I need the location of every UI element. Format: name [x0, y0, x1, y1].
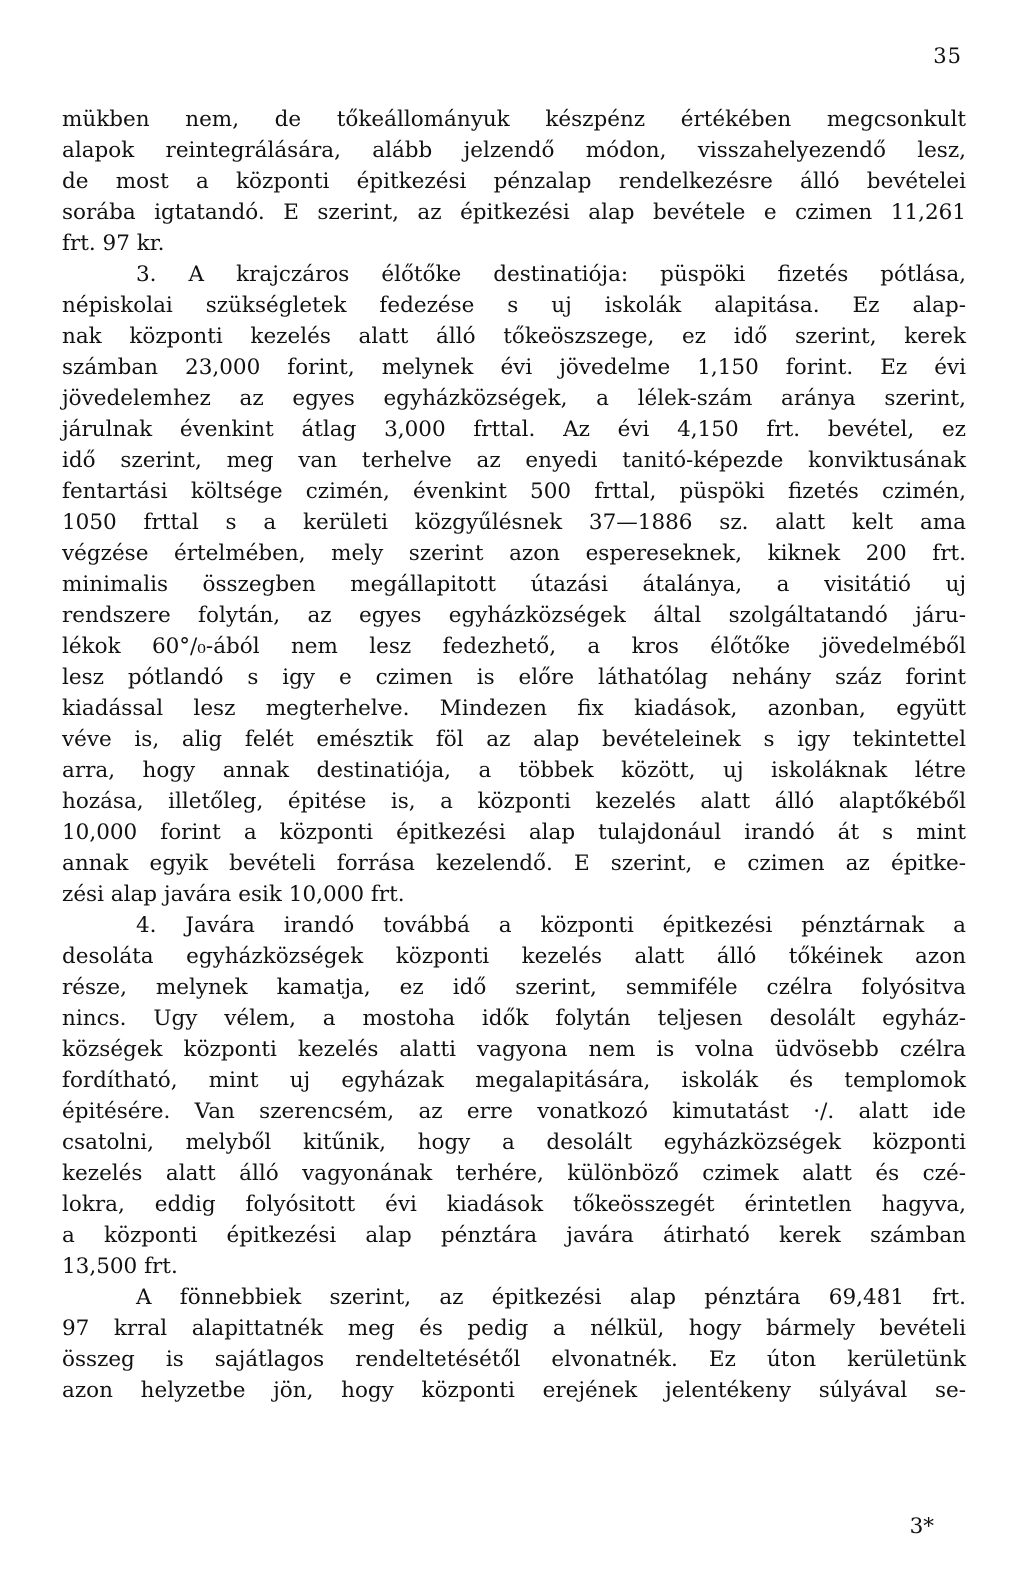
text-line: alapok reintegrálására, alább jelzendő módon, visszahelyezendő lesz, — [62, 138, 966, 163]
text-line: minimalis összegben megállapitott útazási átalánya, a visitátió uj — [62, 572, 966, 597]
text-line: frt. 97 kr. — [62, 231, 165, 256]
text-line: rendszere folytán, az egyes egyházközségek által szolgáltatandó járu- — [62, 603, 966, 628]
text-line: fentartási költsége czimén, évenkint 500 frttal, püspöki fizetés czimén, — [62, 479, 966, 504]
text-line: A fönnebbiek szerint, az épitkezési alap pénztára 69,481 frt. — [136, 1285, 966, 1310]
text-line: népiskolai szükségletek fedezése s uj iskolák alapitása. Ez alap- — [62, 293, 966, 318]
text-line: véve is, alig felét emésztik föl az alap bevételeinek s igy tekintettel — [62, 727, 966, 752]
text-line: jövedelemhez az egyes egyházközségek, a lélek-szám aránya szerint, — [62, 386, 966, 411]
text-line: 1050 frttal s a kerületi közgyűlésnek 37—1886 sz. alatt kelt ama — [62, 510, 966, 535]
text-line: végzése értelmében, mely szerint azon espereseknek, kiknek 200 frt. — [62, 541, 966, 566]
text-line: lékok 60°/₀-ából nem lesz fedezhető, a kros élőtőke jövedelméből — [62, 634, 966, 659]
text-line: lokra, eddig folyósitott évi kiadások tőkeösszegét érintetlen hagyva, — [62, 1192, 966, 1217]
text-line: sorába igtatandó. E szerint, az épitkezési alap bevétele e czimen 11,261 — [62, 200, 966, 225]
text-line: hozása, illetőleg, épitése is, a központi kezelés alatt álló alaptőkéből — [62, 789, 966, 814]
text-line: 10,000 forint a központi épitkezési alap tulajdonául irandó át s mint — [62, 820, 966, 845]
text-line: 4. Javára irandó továbbá a központi épitkezési pénztárnak a — [136, 913, 966, 938]
text-line: összeg is sajátlagos rendeltetésétől elvonatnék. Ez úton kerületünk — [62, 1347, 966, 1372]
text-line: csatolni, melyből kitűnik, hogy a desolált egyházközségek központi — [62, 1130, 966, 1155]
text-line: kezelés alatt álló vagyonának terhére, különböző czimek alatt és czé- — [62, 1161, 966, 1186]
text-line: járulnak évenkint átlag 3,000 frttal. Az évi 4,150 frt. bevétel, ez — [62, 417, 966, 442]
text-line: nincs. Ugy vélem, a mostoha idők folytán teljesen desolált egyház- — [62, 1006, 966, 1031]
text-line: épitésére. Van szerencsém, az erre vonatkozó kimutatást ·/. alatt ide — [62, 1099, 966, 1124]
text-line: 13,500 frt. — [62, 1254, 178, 1279]
text-line: arra, hogy annak destinatiója, a többek között, uj iskoláknak létre — [62, 758, 966, 783]
text-line: része, melynek kamatja, ez idő szerint, semmiféle czélra folyósitva — [62, 975, 966, 1000]
text-line: mükben nem, de tőkeállományuk készpénz értékében megcsonkult — [62, 107, 966, 132]
page-number: 35 — [933, 44, 962, 68]
text-line: idő szerint, meg van terhelve az enyedi tanitó-képezde konviktusának — [62, 448, 966, 473]
text-line: községek központi kezelés alatti vagyona nem is volna üdvösebb czélra — [62, 1037, 966, 1062]
text-line: fordítható, mint uj egyházak megalapitására, iskolák és templomok — [62, 1068, 966, 1093]
text-line: a központi épitkezési alap pénztára javára átirható kerek számban — [62, 1223, 966, 1248]
text-line: de most a központi épitkezési pénzalap rendelkezésre álló bevételei — [62, 169, 966, 194]
text-line: lesz pótlandó s igy e czimen is előre láthatólag nehány száz forint — [62, 665, 966, 690]
body-text — [62, 104, 966, 1406]
signature-mark: 3* — [909, 1514, 934, 1539]
text-line: kiadással lesz megterhelve. Mindezen fix kiadások, azonban, együtt — [62, 696, 966, 721]
text-line: nak központi kezelés alatt álló tőkeöszszege, ez idő szerint, kerek — [62, 324, 966, 349]
text-line: azon helyzetbe jön, hogy központi erejének jelentékeny súlyával se- — [62, 1378, 966, 1403]
text-line: annak egyik bevételi forrása kezelendő. E szerint, e czimen az épitke- — [62, 851, 966, 876]
text-line: számban 23,000 forint, melynek évi jövedelme 1,150 forint. Ez évi — [62, 355, 966, 380]
text-line: 97 krral alapittatnék meg és pedig a nélkül, hogy bármely bevételi — [62, 1316, 966, 1341]
text-line: desoláta egyházközségek központi kezelés alatt álló tőkéinek azon — [62, 944, 966, 969]
text-line: zési alap javára esik 10,000 frt. — [62, 882, 405, 907]
text-line: 3. A krajczáros élőtőke destinatiója: püspöki fizetés pótlása, — [136, 262, 966, 287]
